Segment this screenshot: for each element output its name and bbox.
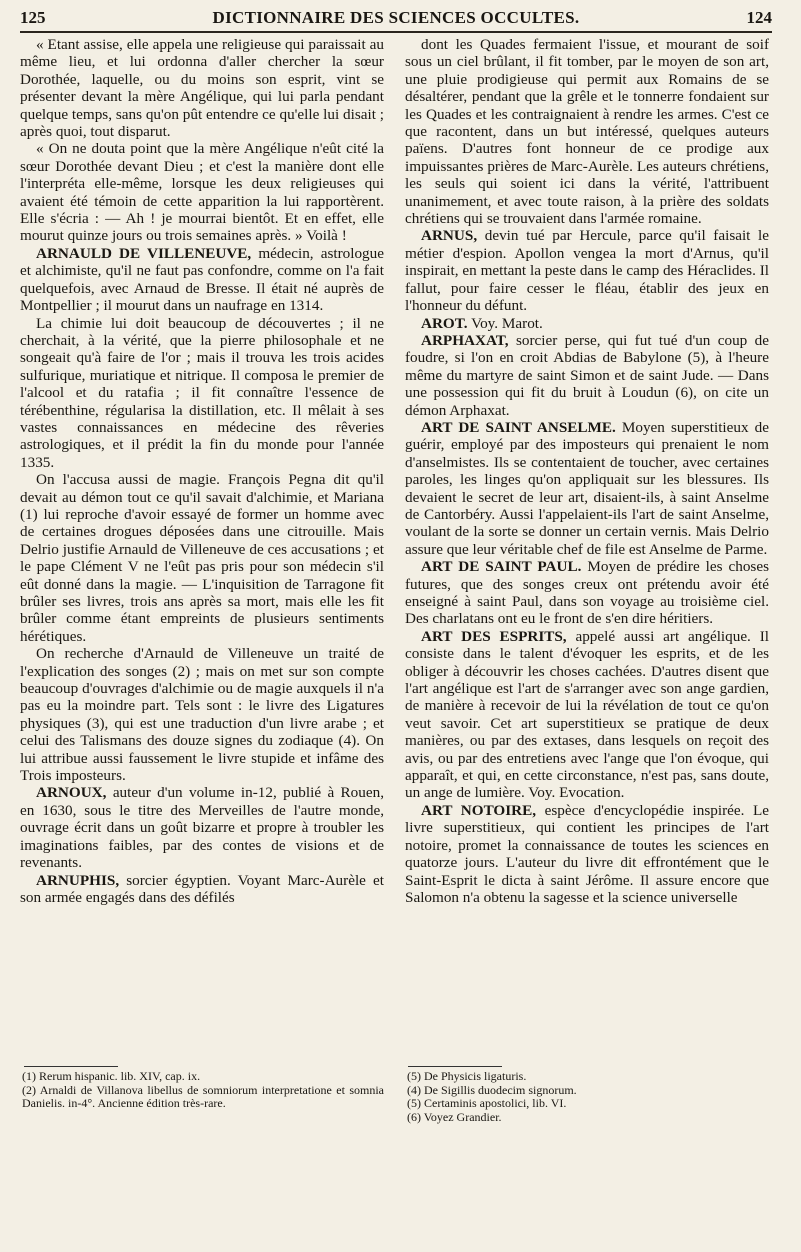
footnote: (2) Arnaldi de Villanova libellus de somniorum interpretatione et somnia Danielis. in-4°. Ancienne édition très-rare.	[22, 1082, 384, 1111]
entry-headword: ART DE SAINT PAUL.	[421, 558, 582, 576]
entry-headword: ARNUS,	[421, 227, 478, 245]
footnote-rule-left	[24, 1066, 118, 1067]
paragraph-text: appelé aussi art angélique. Il consiste dans le talent d'évoquer les esprits, et de les obliger à découvrir les choses cachées. D'autres disent que l'art angélique est l'art de s'arranger avec son ange gardien, de manière à recevoir de lui la révélation de tout ce qu'on veut savoir. Cet art superstitieux se pratique de deux manières, ou par des extases, dans lesquels on reçoit des avis, ou par des entretiens avec l'ange que l'on évoque, qui apparaît, et qui, en cette circonstance, n'est pas, sans doute, un ange de lumière. Voy. Evocation.	[405, 627, 769, 802]
paragraph-text: Moyen de prédire les choses futures, que des songes creux ont prétendu avoir été enseigné à saint Paul, dans son voyage au troisième ciel. Des charlatans ont eu le front de s'en dire héritiers.	[405, 558, 769, 628]
page-number-right: 124	[746, 8, 772, 27]
entry-headword: ART DE SAINT ANSELME.	[421, 418, 616, 436]
footnote: (5) De Physicis ligaturis.	[407, 1070, 527, 1083]
paragraph	[405, 558, 769, 628]
paragraph	[405, 315, 769, 332]
paragraph	[20, 315, 384, 472]
paragraph	[20, 872, 384, 907]
paragraph-text: Moyen superstitieux de guérir, employé par des imposteurs qui prenaient le nom d'anselmistes. Ils se contentaient de toucher, avec certaines paroles, les linges qu'on appliquait sur les blessures. Ils devaient le secret de leur art, disaient-ils, à saint Anselme de Cantorbéry. Aussi l'appelaient-ils l'art de saint Anselme, voulant de la sorte se donner un certain vernis. Mais Delrio assure que leur véritable chef de file est Anselme de Parme.	[405, 418, 769, 558]
paragraph-text: « Etant assise, elle appela une religieuse qui paraissait au même lieu, et lui ordonna d'aller chercher la sœur Dorothée, laquelle, ou du moins son esprit, vint se présenter devant la mère Angélique, qui lui parla pendant quelque temps, sans qu'on pût entendre ce qu'elle lui disait ; après quoi, tout disparut.	[20, 36, 384, 141]
footnote-rule-right	[408, 1066, 502, 1067]
paragraph-text: sorcier perse, qui fut tué d'un coup de foudre, si l'on en croit Abdias de Babylone (5), à l'heure même du martyre de saint Simon et de saint Jude. — Dans une possession qui fit du bruit à Loudun (6), on cite un démon Arphaxat.	[405, 331, 769, 419]
right-column	[405, 36, 769, 1066]
paragraph-text: Voy. Marot.	[467, 314, 543, 332]
entry-headword: ART NOTOIRE,	[421, 801, 537, 819]
paragraph-text: sorcier égyptien. Voyant Marc-Aurèle et son armée engagés dans des défilés	[20, 871, 384, 906]
footnote: (6) Voyez Grandier.	[407, 1109, 502, 1124]
footnotes-left	[22, 1070, 384, 1111]
paragraph	[20, 245, 384, 315]
paragraph	[20, 140, 384, 244]
entry-headword: ARNUPHIS,	[36, 871, 120, 889]
entry-headword: ART DES ESPRITS,	[421, 627, 567, 645]
running-title: DICTIONNAIRE DES SCIENCES OCCULTES.	[212, 8, 580, 27]
paragraph-text: dont les Quades fermaient l'issue, et mourant de soif sous un ciel brûlant, il fit tomber, par le moyen de son art, une pluie prodigieuse qui permit aux Romains de se désaltérer, pendant que la grêle et le tonnerre fondaient sur les Quades et les contraignaient à rendre les armes. C'est ce que racontent, dans un but intéressé, quelques auteurs païens. D'autres font honneur de ce prodige aux impuissantes prières de Marc-Aurèle. Les auteurs chrétiens, les seuls qui soient ici dans la vérité, l'attribuent unanimement, et avec toute raison, à la prière des soldats chrétiens qui se trouvaient dans l'armée romaine.	[405, 36, 769, 228]
paragraph	[405, 419, 769, 558]
paragraph	[405, 332, 769, 419]
paragraph-text: auteur d'un volume in-12, publié à Rouen, en 1630, sous le titre des Merveilles de l'autre monde, ouvrage écrit dans un goût bizarre et propre à troubler les imaginations faibles, par des contes de visions et de revenants.	[20, 784, 384, 872]
entry-headword: ARNOUX,	[36, 784, 107, 802]
paragraph-text: On l'accusa aussi de magie. François Pegna dit qu'il devait au démon tout ce qu'il savait d'alchimie, et Mariana (1) lui reproche d'avoir essayé de former un homme avec de certaines drogues déposées dans une citrouille. Mais Delrio justifie Arnauld de Villeneuve de ces accusations ; et le pape Clément V ne l'eût pas pris pour son médecin s'il eût donné dans la magie. — L'inquisition de Tarragone fit brûler ses livres, trois ans après sa mort, mais elle les fit brûler comme étant empreints de plusieurs sentiments hérétiques.	[20, 471, 384, 645]
paragraph	[405, 628, 769, 802]
entry-headword: AROT.	[421, 314, 468, 332]
paragraph-text: « On ne douta point que la mère Angélique n'eût cité la sœur Dorothée devant Dieu ; et c'est la manière dont elle l'interpréta elle-même, lorsque les deux religieuses qui avaient été témoin de cette apparition la lui rapportèrent. Elle s'écria : — Ah ! je mourrai bientôt. Et en effet, elle mourut quinze jours ou trois semaines après. » Voilà !	[20, 140, 384, 245]
paragraph-text: médecin, astrologue et alchimiste, qu'il ne faut pas confondre, comme on l'a fait quelquefois, avec Arnaud de Bresse. Il était né auprès de Montpellier ; il mourut dans un naufrage en 1314.	[20, 244, 384, 315]
footnote: (5) Certaminis apostolici, lib. VI.	[407, 1096, 567, 1111]
page-number-left: 125	[20, 8, 46, 27]
paragraph	[405, 802, 769, 906]
paragraph	[405, 36, 769, 227]
footnote: (4) De Sigillis duodecim signorum.	[407, 1082, 577, 1097]
paragraph-text: espèce d'encyclopédie inspirée. Le livre superstitieux, qui contient les principes de l'art notoire, promet la connaissance de toutes les sciences en quatorze jours. L'auteur du livre dit effrontément que le Saint-Esprit le dicta à saint Jérôme. Il assure encore que Salomon n'a obtenu la sagesse et la science universelle	[405, 801, 769, 906]
entry-headword: ARNAULD DE VILLENEUVE,	[36, 244, 252, 262]
paragraph-text: On recherche d'Arnauld de Villeneuve un traité de l'explication des songes (2) ; mais on met sur son compte beaucoup d'ouvrages d'alchimie ou de magie auxquels il n'a pas eu la moindre part. Tels sont : le livre des Ligatures physiques (3), qui est une traduction d'un livre arabe ; et celui des Talismans des douze signes du zodiaque (4). On lui attribue aussi faussement le livre stupide et infâme des Trois imposteurs.	[20, 645, 384, 785]
paragraph-text: La chimie lui doit beaucoup de découvertes ; il ne cherchait, à la vérité, que la pierre philosophale et ne songeait qu'à faire de l'or ; mais il trouva les trois acides sulfurique, muriatique et nitrique. Il composa le premier de l'alcool et du ratafia ; il fit connaître l'essence de térébenthine, régularisa la distillation, etc. Il mêlait à ses vastes connaissances en médecine des rêveries astrologiques, et il prédit la fin du monde pour l'année 1335.	[20, 314, 384, 471]
paragraph-text: devin tué par Hercule, parce qu'il faisait le métier d'espion. Apollon vengea la mort d'Arnus, qu'il inspirait, en mettant la peste dans le camp des Héraclides. Il fallut, pour faire cesser le fléau, établir des jeux en l'honneur du défunt.	[405, 227, 769, 315]
header-rule	[20, 31, 772, 33]
footnotes-right	[407, 1070, 769, 1124]
paragraph	[20, 471, 384, 645]
paragraph	[20, 36, 384, 140]
running-header	[20, 8, 772, 32]
paragraph	[405, 227, 769, 314]
paragraph	[20, 784, 384, 871]
entry-headword: ARPHAXAT,	[421, 331, 509, 349]
paragraph	[20, 645, 384, 784]
left-column	[20, 36, 384, 1066]
footnote: (1) Rerum hispanic. lib. XIV, cap. ix.	[22, 1070, 201, 1083]
